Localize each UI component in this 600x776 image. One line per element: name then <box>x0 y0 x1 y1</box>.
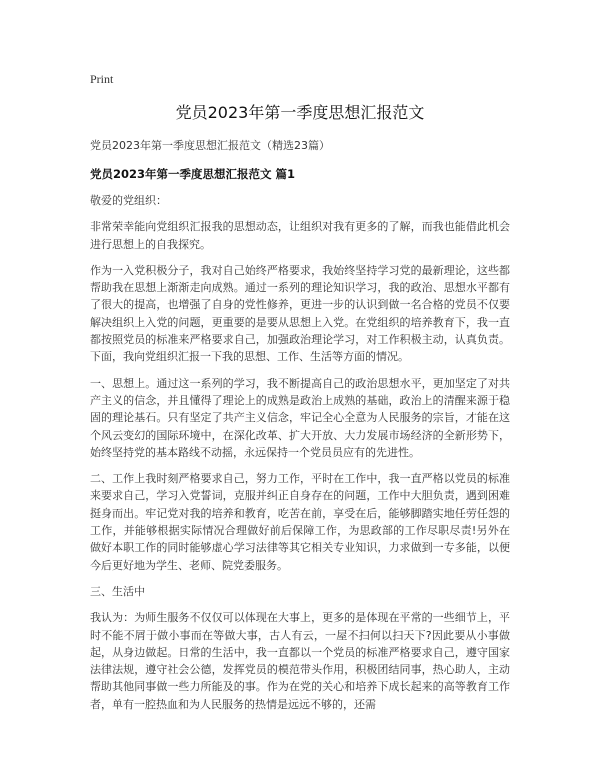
document-subtitle: 党员2023年第一季度思想汇报范文（精选23篇） <box>90 139 330 152</box>
intro-paragraph: 非常荣幸能向党组织汇报我的思想动态，让组织对我有更多的了解，而我也能借此机会进行思想上的自我探究。 <box>90 220 510 251</box>
life-heading: 三、生活中 <box>90 584 145 598</box>
salutation: 敬爱的党组织： <box>90 194 167 207</box>
section-heading: 党员2023年第一季度思想汇报范文 篇1 <box>90 167 296 181</box>
document-title: 党员2023年第一季度思想汇报范文 <box>175 103 425 122</box>
print-link[interactable]: Print <box>90 72 114 86</box>
thought-paragraph: 一、思想上。通过这一系列的学习，我不断提高自己的政治思想水平，更加坚定了对共产主义的信念，并且懂得了理论上的成熟是政治上成熟的基础，政治上的清醒来源于稳固的理论基石。只有坚定了共产主义信念，牢记全心全意为人民服务的宗旨，才能在这个风云变幻的国际环境中，在深化改革、扩大开放、大力发展市场经济的全新形势下，始终坚持党的基本路线不动摇，永远保持一个党员员应有的先进性。 <box>90 376 510 459</box>
life-paragraph: 我认为：为师生服务不仅仅可以体现在大事上，更多的是体现在平常的一些细节上，平时不能不屑于做小事而在等做大事，古人有云，一屋不扫何以扫天下?因此要从小事做起，从身边做起。日常的生活中，我一直都以一个党员的标准严格要求自己，遵守国家法律法规，遵守社会公德，发挥党员的模范带头作用，积极团结同事，热心助人，主动帮助其他同事做一些力所能及的事。作为在党的关心和培养下成长起来的高等教育工作者，单有一腔热血和为人民服务的热情是远远不够的，还需 <box>90 611 510 711</box>
work-paragraph: 二、工作上我时刻严格要求自己，努力工作，平时在工作中，我一直严格以党员的标准来要求自己，学习入党誓词，克服并纠正自身存在的问题，工作中大胆负责，遇到困难挺身而出。牢记党对我的培养和教育，吃苦在前，享受在后，能够脚踏实地任劳任怨的工作，并能够根据实际情况合理做好前后保障工作，为思政部的工作尽职尽责!另外在做好本职工作的同时能够虚心学习法律等其它相关专业知识，力求做到一专多能，以便今后更好地为学生、老师、院党委服务。 <box>90 472 510 572</box>
body-paragraph: 作为一入党积极分子，我对自己始终严格要求，我始终坚持学习党的最新理论，这些都帮助我在思想上渐渐走向成熟。通过一系列的理论知识学习，我的政治、思想水平都有了很大的提高，也增强了自身的党性修养，更进一步的认识到做一名合格的党员不仅要解决组织上入党的问题，更重要的是要从思想上入党。在党组织的培养教育下，我一直都按照党员的标准来严格要求自己，加强政治理论学习，对工作积极主动，认真负责。下面，我向党组织汇报一下我的思想、工作、生活等方面的情况。 <box>90 263 510 364</box>
